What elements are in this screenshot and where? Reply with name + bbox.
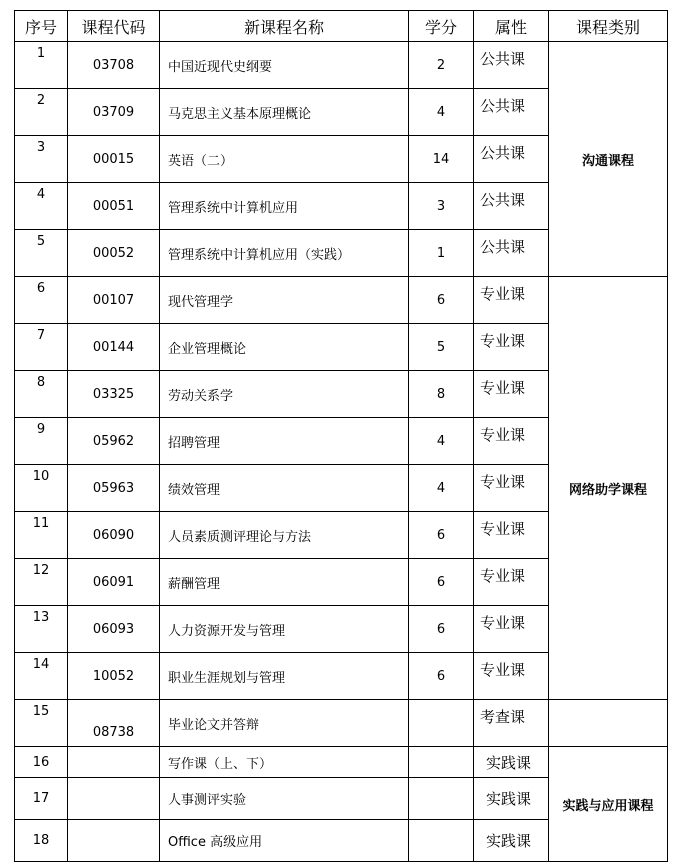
cell-code (68, 778, 160, 820)
header-category: 课程类别 (549, 11, 668, 42)
cell-code: 06091 (68, 559, 160, 606)
cell-name: 写作课（上、下） (160, 747, 409, 778)
cell-name: 企业管理概论 (160, 324, 409, 371)
category-comm (549, 42, 668, 277)
cell-code: 05962 (68, 418, 160, 465)
cell-seq: 3 (15, 136, 68, 183)
cell-code (68, 747, 160, 778)
cell-name: 现代管理学 (160, 277, 409, 324)
cell-credit (409, 778, 474, 820)
cell-code: 05963 (68, 465, 160, 512)
cell-attr: 专业课 (474, 559, 549, 606)
cell-seq: 16 (15, 747, 68, 778)
cell-code: 00107 (68, 277, 160, 324)
cell-code: 00144 (68, 324, 160, 371)
cell-credit: 6 (409, 606, 474, 653)
header-seq: 序号 (15, 11, 68, 42)
header-attr: 属性 (474, 11, 549, 42)
cell-attr: 专业课 (474, 371, 549, 418)
cell-attr: 公共课 (474, 136, 549, 183)
cell-credit: 1 (409, 230, 474, 277)
category-empty (549, 700, 668, 747)
cell-name: 人事测评实验 (160, 778, 409, 820)
cell-seq: 17 (15, 778, 68, 820)
cell-attr: 专业课 (474, 277, 549, 324)
cell-attr: 公共课 (474, 230, 549, 277)
cell-code: 03709 (68, 89, 160, 136)
cell-name: 管理系统中计算机应用（实践） (160, 230, 409, 277)
header-credit: 学分 (409, 11, 474, 42)
cell-credit: 3 (409, 183, 474, 230)
cell-name: 英语（二） (160, 136, 409, 183)
cell-credit: 4 (409, 465, 474, 512)
category-label: 实践与应用课程 (562, 798, 654, 814)
cell-seq: 7 (15, 324, 68, 371)
cell-attr: 考查课 (474, 700, 549, 747)
cell-attr: 实践课 (474, 820, 549, 862)
cell-name: 毕业论文并答辩 (160, 700, 409, 747)
cell-code: 10052 (68, 653, 160, 700)
category-label: 网络助学课程 (568, 482, 647, 498)
cell-attr: 公共课 (474, 89, 549, 136)
cell-code: 06093 (68, 606, 160, 653)
cell-code: 03325 (68, 371, 160, 418)
cell-name: 薪酬管理 (160, 559, 409, 606)
cell-seq: 1 (15, 42, 68, 89)
course-table (14, 10, 668, 862)
cell-code (68, 820, 160, 862)
cell-credit: 8 (409, 371, 474, 418)
cell-name: 人力资源开发与管理 (160, 606, 409, 653)
table-row (15, 700, 668, 747)
cell-code: 00051 (68, 183, 160, 230)
cell-credit (409, 700, 474, 747)
table-row (15, 277, 668, 324)
cell-seq: 15 (15, 700, 68, 747)
cell-name: 马克思主义基本原理概论 (160, 89, 409, 136)
cell-credit: 6 (409, 277, 474, 324)
cell-name: 招聘管理 (160, 418, 409, 465)
cell-attr: 公共课 (474, 42, 549, 89)
cell-seq: 13 (15, 606, 68, 653)
cell-name: 劳动关系学 (160, 371, 409, 418)
cell-seq: 8 (15, 371, 68, 418)
cell-seq: 11 (15, 512, 68, 559)
cell-code: 08738 (68, 700, 160, 747)
cell-credit: 4 (409, 89, 474, 136)
cell-name: Office 高级应用 (160, 820, 409, 862)
cell-credit (409, 747, 474, 778)
cell-attr: 专业课 (474, 324, 549, 371)
cell-name: 职业生涯规划与管理 (160, 653, 409, 700)
cell-credit: 2 (409, 42, 474, 89)
cell-credit: 14 (409, 136, 474, 183)
cell-credit: 6 (409, 559, 474, 606)
cell-attr: 实践课 (474, 778, 549, 820)
cell-name: 中国近现代史纲要 (160, 42, 409, 89)
cell-seq: 6 (15, 277, 68, 324)
header-code: 课程代码 (68, 11, 160, 42)
table-row (15, 747, 668, 778)
table-row (15, 42, 668, 89)
cell-seq: 5 (15, 230, 68, 277)
cell-seq: 2 (15, 89, 68, 136)
cell-attr: 专业课 (474, 465, 549, 512)
cell-attr: 专业课 (474, 606, 549, 653)
cell-code: 06090 (68, 512, 160, 559)
cell-seq: 9 (15, 418, 68, 465)
cell-attr: 专业课 (474, 512, 549, 559)
cell-name: 绩效管理 (160, 465, 409, 512)
cell-name: 人员素质测评理论与方法 (160, 512, 409, 559)
cell-name: 管理系统中计算机应用 (160, 183, 409, 230)
category-practice (549, 747, 668, 862)
header-row (15, 11, 668, 42)
category-label: 沟通课程 (581, 153, 634, 169)
category-online (549, 277, 668, 700)
cell-code: 03708 (68, 42, 160, 89)
cell-credit: 6 (409, 653, 474, 700)
cell-code: 00052 (68, 230, 160, 277)
cell-seq: 14 (15, 653, 68, 700)
cell-attr: 专业课 (474, 653, 549, 700)
cell-credit: 5 (409, 324, 474, 371)
cell-seq: 12 (15, 559, 68, 606)
cell-seq: 18 (15, 820, 68, 862)
cell-code: 00015 (68, 136, 160, 183)
cell-seq: 4 (15, 183, 68, 230)
cell-credit: 4 (409, 418, 474, 465)
cell-attr: 专业课 (474, 418, 549, 465)
cell-credit: 6 (409, 512, 474, 559)
cell-credit (409, 820, 474, 862)
cell-attr: 公共课 (474, 183, 549, 230)
cell-attr: 实践课 (474, 747, 549, 778)
header-name: 新课程名称 (160, 11, 409, 42)
cell-seq: 10 (15, 465, 68, 512)
